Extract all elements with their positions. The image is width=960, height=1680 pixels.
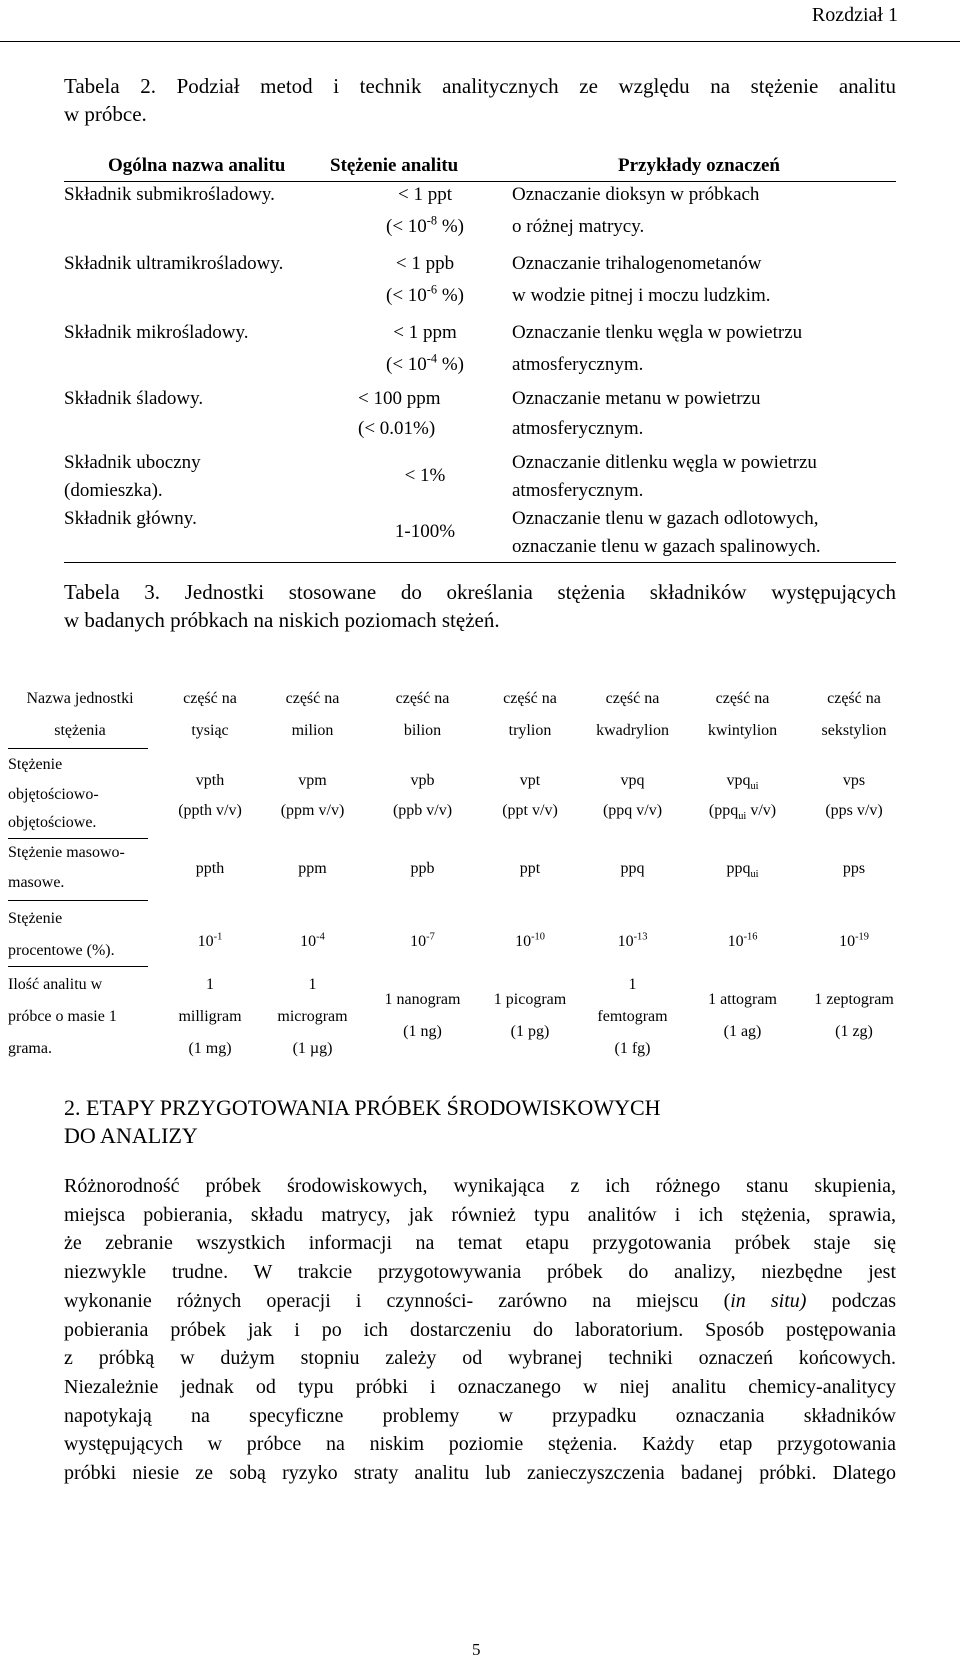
table2-header-rule xyxy=(64,181,896,182)
table2-row2-name: Składnik mikrośladowy. xyxy=(64,322,249,343)
in-situ-italic: in situ) xyxy=(730,1289,807,1312)
table3-row3-c5: $10^{-13}$ xyxy=(617,931,648,950)
table2-row4-ex1: Oznaczanie ditlenku węgla w powietrzu xyxy=(512,452,817,473)
table3-row1-c5-top: vpq xyxy=(620,772,645,789)
para-line-2: miejsca pobierania, składu matrycy, jak również typu analitów i ich stężenia, sprawia, xyxy=(64,1203,896,1226)
table3-header-c3-l2: bilion xyxy=(403,722,442,739)
table2-row4-name1: Składnik uboczny xyxy=(64,452,201,473)
table2-header-conc: Stężenie analitu xyxy=(330,155,459,176)
table3-row1-c7-bottom: (pps v/v) xyxy=(825,802,883,819)
table3-header-rule xyxy=(8,748,148,749)
table3-row4-c2-2: microgram xyxy=(277,1008,348,1025)
table3-row2-label-1: Stężenie masowo- xyxy=(8,844,125,861)
table3-row3-c3: $10^{-7}$ xyxy=(410,931,435,950)
para-line-4: niezwykle trudne. W trakcie przygotowywania próbek do analizy, niezbędne jest xyxy=(64,1261,896,1284)
section-heading-line1: 2. ETAPY PRZYGOTOWANIA PRÓBEK ŚRODOWISKOWYCH xyxy=(64,1095,661,1120)
chapter-header: Rozdział 1 xyxy=(811,4,898,26)
table3-row1-c4-bottom: (ppt v/v) xyxy=(502,802,558,819)
table3-row2-c6: ppq$_{ui}$ xyxy=(726,860,759,881)
table3-header-c3-l1: część na xyxy=(395,690,450,707)
table3-row4-c6-1: 1 attogram xyxy=(708,991,777,1008)
table2-row5-ex1: Oznaczanie tlenu w gazach odlotowych, xyxy=(512,508,819,529)
table3-row4-c5-1: 1 xyxy=(628,976,637,993)
table3-header-c4-l1: część na xyxy=(503,690,557,707)
table3-header-c2-l1: część na xyxy=(285,690,340,707)
table3-row3-c7: $10^{-19}$ xyxy=(839,931,869,950)
table3-header-c1-l2: tysiąc xyxy=(191,722,229,739)
table3-row1-c5-bottom: (ppq v/v) xyxy=(602,802,663,819)
table3-header-c5-l2: kwadrylion xyxy=(596,722,669,739)
table2-row0-name: Składnik submikrośladowy. xyxy=(64,184,275,205)
table3-row1-c6-top: vpq$_{ui}$ xyxy=(726,772,759,793)
table3-row1-c2-bottom: (ppm v/v) xyxy=(280,802,345,819)
table3-row1-rule xyxy=(8,838,148,839)
table3-row2-label-2: masowe. xyxy=(8,874,65,891)
table3-row1-c3-top: vpb xyxy=(410,772,435,789)
table3-header-c6-l2: kwintylion xyxy=(707,722,778,739)
table3-row2-c4: ppt xyxy=(519,860,541,877)
table3-header-c7-l2: sekstylion xyxy=(821,722,887,739)
table3-row4-c5-3: (1 fg) xyxy=(614,1040,651,1057)
table3-header-col0-l2: stężenia xyxy=(54,722,106,739)
para-line-7: z próbką w dużym stopniu zależy od wybranej techniki oznaczeń końcowych. xyxy=(64,1347,896,1370)
table3-row3-c6: $10^{-16}$ xyxy=(727,931,758,950)
para-line-3: że zebranie wszystkich informacji na temat etapu przygotowania próbek staje się xyxy=(64,1232,896,1255)
table3-row3-c4: $10^{-10}$ xyxy=(515,931,545,950)
para-line-8: Niezależnie jednak od typu próbki i oznaczanego w niej analitu chemicy-analitycy xyxy=(64,1375,896,1398)
table2-row1-ex2: w wodzie pitnej i moczu ludzkim. xyxy=(512,285,771,306)
table3-row1-label-3: objętościowe. xyxy=(8,814,97,831)
table3-row2-c7: pps xyxy=(842,860,866,877)
table3-row4-c7-2: (1 zg) xyxy=(835,1023,873,1040)
table3-header-c4-l2: trylion xyxy=(508,722,552,739)
table3-caption-line1: Tabela 3. Jednostki stosowane do określania stężenia składników występujących xyxy=(64,580,896,604)
table3-row4-c3-1: 1 nanogram xyxy=(384,991,461,1008)
table3-row2-c3: ppb xyxy=(410,860,435,877)
table3-row1-label-2: objętościowo- xyxy=(8,786,99,803)
header-rule xyxy=(0,41,960,42)
section-paragraph xyxy=(64,1172,896,1488)
table2-row2-conc2: (< $10^{-4}$ %) xyxy=(386,351,464,375)
table3-row4-c4-1: 1 picogram xyxy=(493,991,567,1008)
table3-row4-c2-3: (1 µg) xyxy=(292,1040,333,1057)
table3-row1-c2-top: vpm xyxy=(298,772,327,789)
table3-header-c2-l2: milion xyxy=(291,722,334,739)
table2-row1-conc2: (< $10^{-6}$ %) xyxy=(386,282,464,306)
table3-row4-c1-2: milligram xyxy=(178,1008,242,1025)
table3-row3-rule xyxy=(8,966,148,967)
para-line-11: próbki niesie ze sobą ryzyko straty analitu lub zanieczyszczenia badanej próbki. Dlatego xyxy=(64,1462,896,1485)
table3-header-c7-l1: część na xyxy=(827,690,881,707)
table3-row1-c4-top: vpt xyxy=(519,772,541,789)
para-line-5: wykonanie różnych operacji i czynności- zarówno na miejscu (in situ) podczas xyxy=(64,1289,896,1312)
table3-row4-c5-2: femtogram xyxy=(597,1008,668,1025)
table2-row3-conc2: (< 0.01%) xyxy=(358,418,436,439)
table3-row3-c1: $10^{-1}$ xyxy=(197,931,223,950)
table3-row4-c6-2: (1 ag) xyxy=(723,1023,762,1040)
table2-row0-ex2: o różnej matrycy. xyxy=(512,216,645,237)
section-heading-line2: DO ANALIZY xyxy=(64,1123,198,1148)
table2-row4-name2: (domieszka). xyxy=(64,480,163,501)
table2-caption-line2: w próbce. xyxy=(64,102,147,126)
table3-row4-c2-1: 1 xyxy=(308,976,317,993)
table2-row1-conc1: < 1 ppb xyxy=(395,253,455,274)
table3-row1-c7-top: vps xyxy=(842,772,866,789)
table2-row3-name: Składnik śladowy. xyxy=(64,388,204,409)
table3-row1-c1-bottom: (ppth v/v) xyxy=(178,802,242,819)
table2-row5-conc: 1-100% xyxy=(394,521,456,542)
table3-row3-c2: $10^{-4}$ xyxy=(300,931,325,950)
table3-row4-c1-1: 1 xyxy=(206,976,214,993)
table2-caption xyxy=(64,72,896,128)
section-heading xyxy=(64,1094,661,1150)
table3-row4-label-1: Ilość analitu w xyxy=(8,976,103,993)
table2-row3-ex1: Oznaczanie metanu w powietrzu xyxy=(512,388,761,409)
table2-header-name: Ogólna nazwa analitu xyxy=(108,155,286,176)
table2-row3-ex2: atmosferycznym. xyxy=(512,418,644,439)
table3-caption-line2: w badanych próbkach na niskich poziomach stężeń. xyxy=(64,608,500,632)
table3-header-c5-l1: część na xyxy=(605,690,660,707)
table3-row2-c1: ppth xyxy=(195,860,225,877)
table3-row1-c3-bottom: (ppb v/v) xyxy=(392,802,453,819)
table2-row0-ex1: Oznaczanie dioksyn w próbkach xyxy=(512,184,760,205)
table2-row0-conc1: < 1 ppt xyxy=(398,184,452,205)
table3-row3-label-1: Stężenie xyxy=(8,910,63,927)
table2-row2-ex2: atmosferycznym. xyxy=(512,354,644,375)
para-line-1: Różnorodność próbek środowiskowych, wynikająca z ich różnego stanu skupienia, xyxy=(64,1175,896,1197)
table3-row4-label-2: próbce o masie 1 xyxy=(8,1008,117,1025)
para-line-9: napotykają na specyficzne problemy w przypadku oznaczania składników xyxy=(64,1404,896,1427)
table2-row1-name: Składnik ultramikrośladowy. xyxy=(64,253,284,274)
table3-row2-rule xyxy=(8,900,148,901)
table3-row4-c1-3: (1 mg) xyxy=(188,1040,232,1057)
table3-header-col0-l1: Nazwa jednostki xyxy=(26,690,134,707)
table3-row3-label-2: procentowe (%). xyxy=(8,942,115,959)
para-line-6: pobierania próbek jak i po ich dostarczeniu do laboratorium. Sposób postępowania xyxy=(64,1318,896,1341)
table3-header-c6-l1: część na xyxy=(715,690,770,707)
table3-row1-label-1: Stężenie xyxy=(8,756,63,773)
table2-caption-line1: Tabela 2. Podział metod i technik analitycznych ze względu na stężenie analitu xyxy=(64,74,896,98)
table2-header-examples: Przykłady oznaczeń xyxy=(618,155,781,176)
table2-row4-ex2: atmosferycznym. xyxy=(512,480,644,501)
table2-row4-conc: < 1% xyxy=(404,465,446,486)
table2-row1-ex1: Oznaczanie trihalogenometanów xyxy=(512,253,762,274)
table2-row2-ex1: Oznaczanie tlenku węgla w powietrzu xyxy=(512,322,803,343)
table2-bottom-rule xyxy=(64,562,896,563)
table3-header-c1-l1: część na xyxy=(183,690,237,707)
table2-row5-name: Składnik główny. xyxy=(64,508,197,529)
page-number: 5 xyxy=(472,1640,481,1659)
table3-row1-c1-top: vpth xyxy=(195,772,225,789)
table3-row4-c7-1: 1 zeptogram xyxy=(814,991,894,1008)
table2-row5-ex2: oznaczanie tlenu w gazach spalinowych. xyxy=(512,536,821,557)
table2-row2-conc1: < 1 ppm xyxy=(393,322,457,343)
para-line-10: występujących w próbce na niskim poziomie stężenia. Każdy etap przygotowania xyxy=(64,1433,896,1456)
table3-row4-label-3: grama. xyxy=(8,1040,52,1057)
table3-row2-c5: ppq xyxy=(620,860,645,877)
table3-row4-c4-2: (1 pg) xyxy=(510,1023,550,1040)
table3-row2-c2: ppm xyxy=(298,860,327,877)
table3-row4-c3-2: (1 ng) xyxy=(403,1023,442,1040)
table3-caption xyxy=(64,578,896,634)
table3-row1-c6-bottom: (ppq$_{ui}$ v/v) xyxy=(708,802,777,823)
table2-row0-conc2: (< $10^{-8}$ %) xyxy=(386,213,464,237)
table2-row3-conc1: < 100 ppm xyxy=(358,388,441,409)
